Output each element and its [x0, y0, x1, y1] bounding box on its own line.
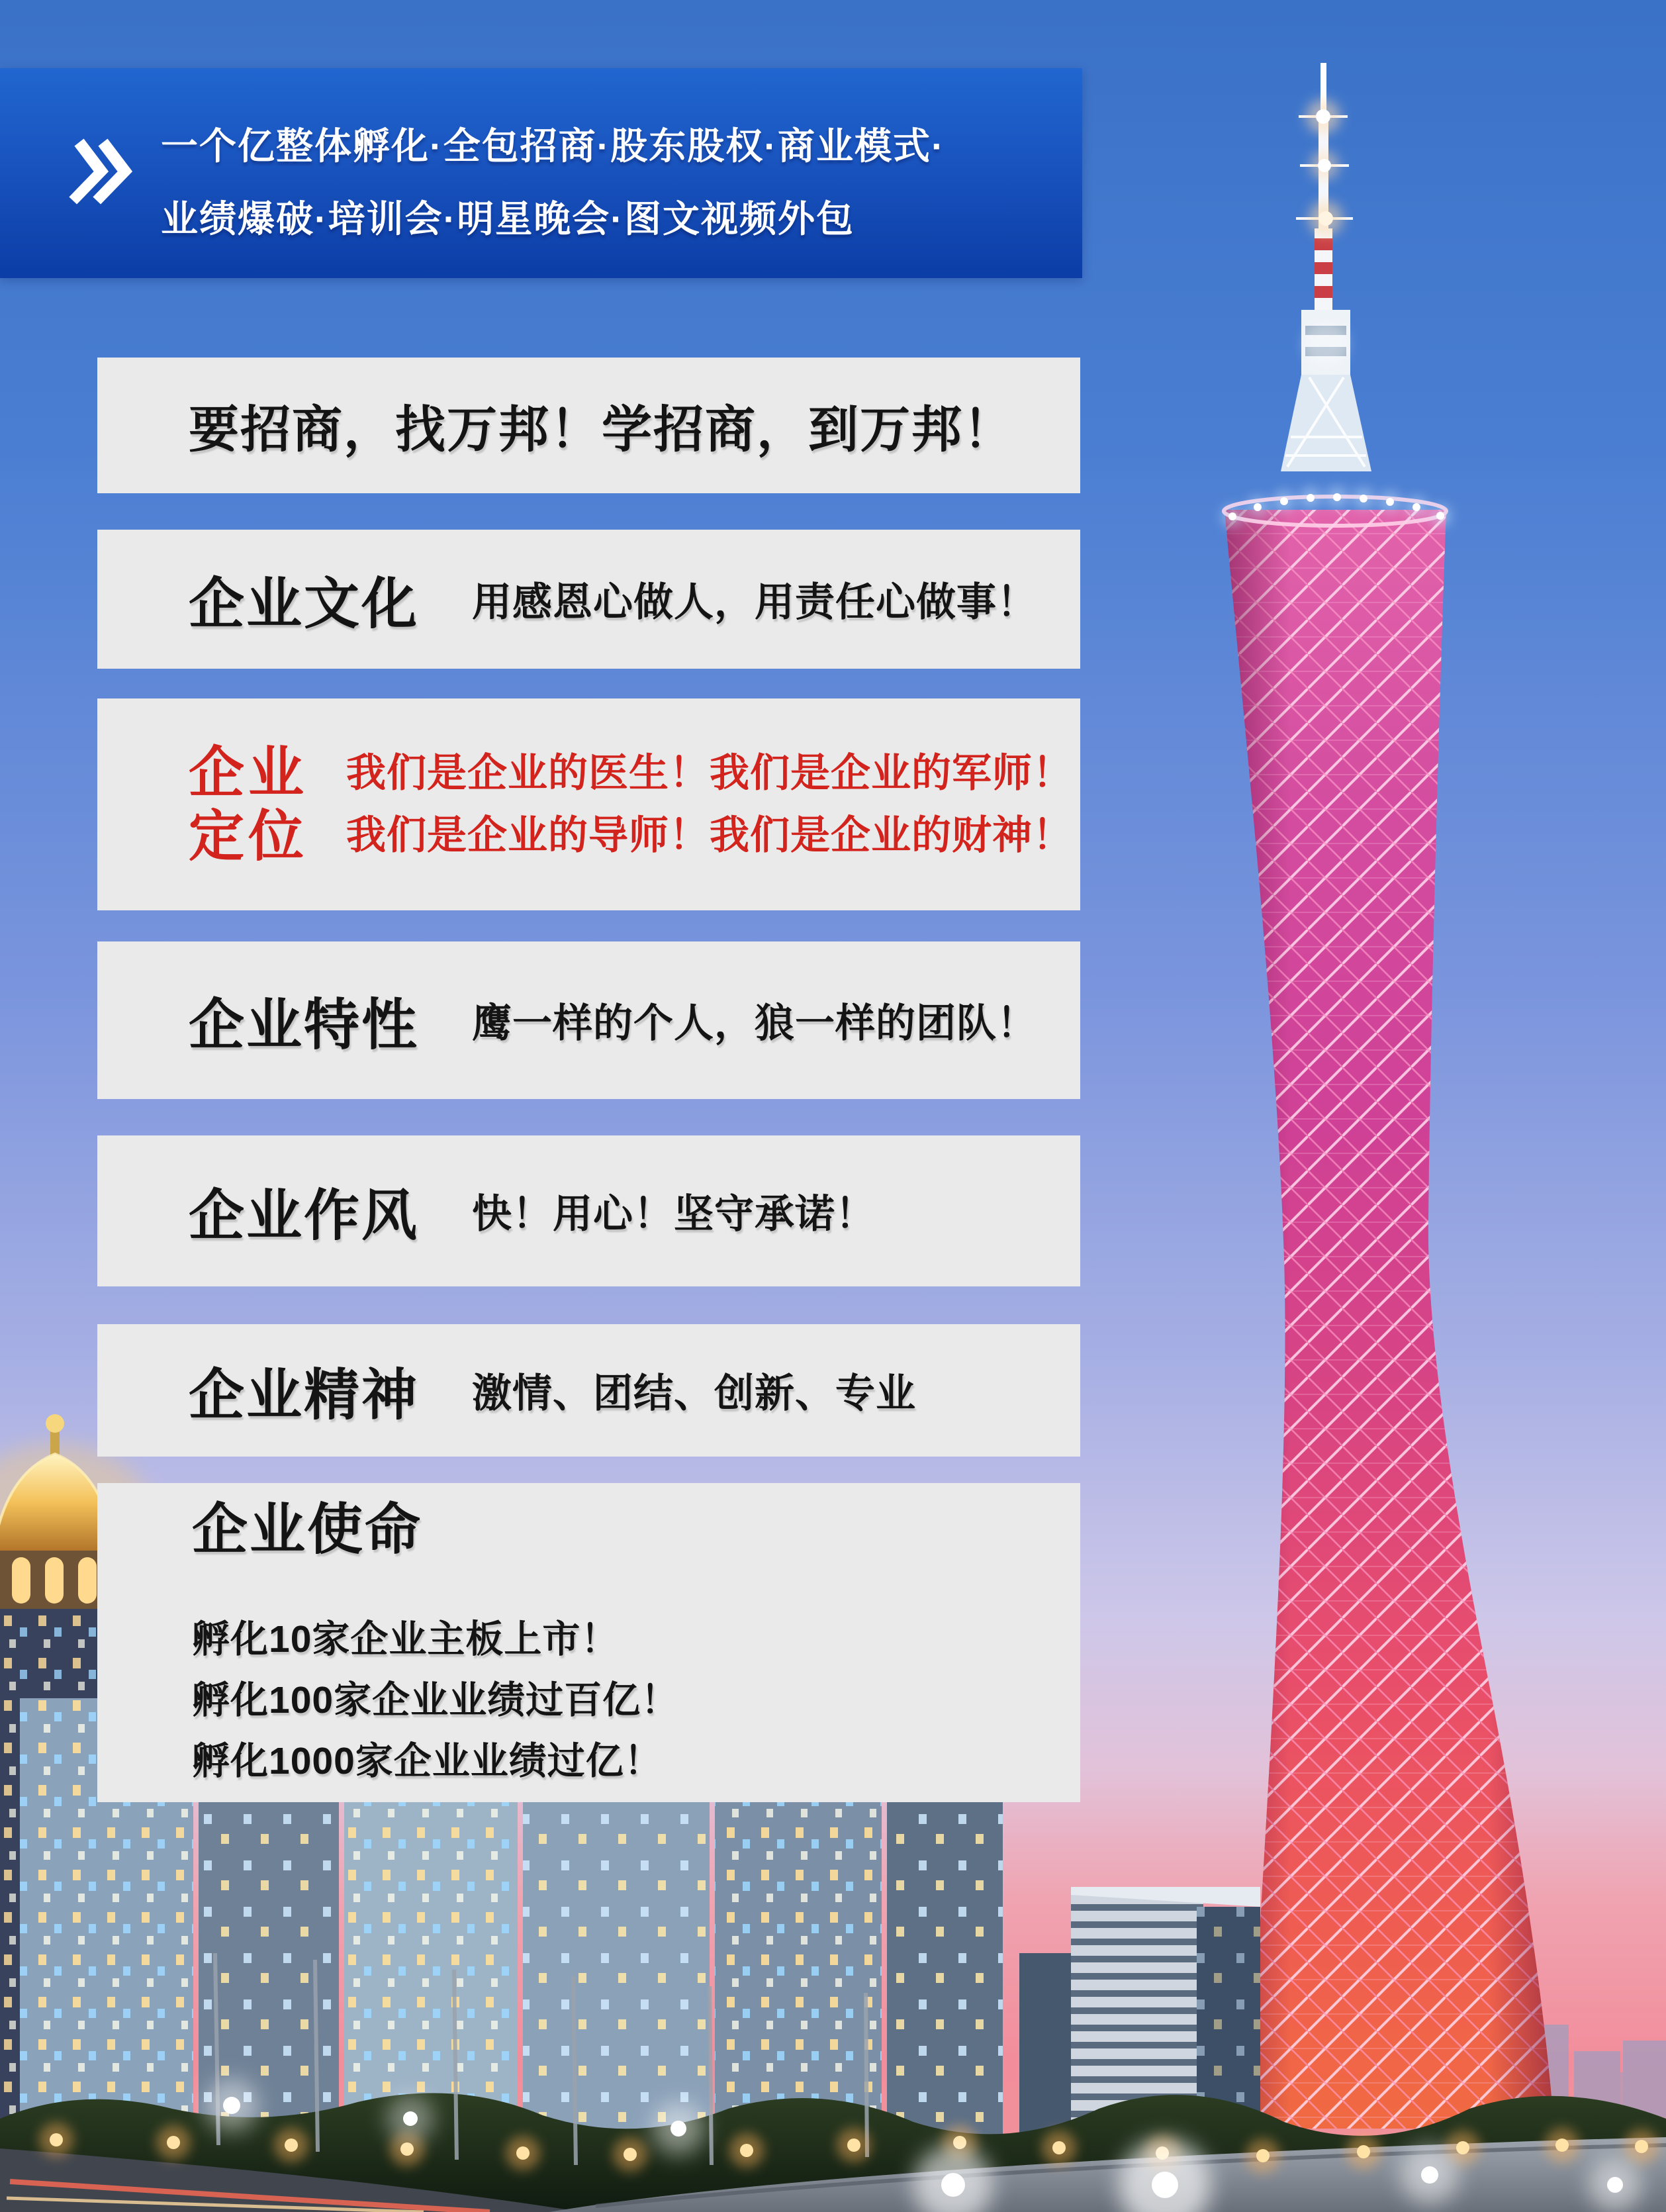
traits-title: 企业特性: [189, 993, 420, 1056]
mission-title: 企业使命: [192, 1498, 423, 1561]
panel-mission: [97, 1483, 1080, 1802]
headline-banner: [0, 68, 1082, 278]
slogan-text: 要招商，找万邦！学招商，到万邦！: [189, 402, 1015, 458]
spirit-title: 企业精神: [189, 1363, 420, 1426]
panel-style: [97, 1135, 1080, 1286]
banner-line-2: 业绩爆破·培训会·明星晚会·图文视频外包: [161, 198, 855, 240]
mission-lines: [192, 1609, 679, 1792]
positioning-title-line2: 定位: [189, 805, 308, 867]
culture-title: 企业文化: [189, 572, 420, 635]
style-title: 企业作风: [189, 1184, 420, 1247]
mission-line-1: 孵化10家企业主板上市！: [192, 1618, 620, 1660]
culture-subtitle: 用感恩心做人，用责任心做事！: [472, 580, 1038, 624]
banner-line-1: 一个亿整体孵化·全包招商·股东股权·商业模式·: [161, 125, 945, 167]
panel-culture: [97, 530, 1080, 669]
panel-traits: [97, 941, 1080, 1099]
positioning-line1: 我们是企业的医生！我们是企业的军师！: [346, 751, 1074, 795]
mission-line-3: 孵化1000家企业业绩过亿！: [192, 1740, 663, 1782]
positioning-line2: 我们是企业的导师！我们是企业的财神！: [346, 813, 1074, 857]
positioning-title: [189, 741, 308, 868]
spirit-subtitle: 激情、团结、创新、专业: [472, 1371, 917, 1416]
style-subtitle: 快！用心！坚守承诺！: [472, 1192, 876, 1236]
traits-subtitle: 鹰一样的个人，狼一样的团队！: [472, 1001, 1038, 1045]
positioning-title-line1: 企业: [189, 742, 308, 804]
panel-spirit: [97, 1324, 1080, 1457]
panel-positioning: [97, 698, 1080, 910]
mission-line-2: 孵化100家企业业绩过百亿！: [192, 1679, 680, 1721]
panel-slogan: [97, 358, 1080, 493]
chevron-double-right-icon: [66, 126, 138, 218]
